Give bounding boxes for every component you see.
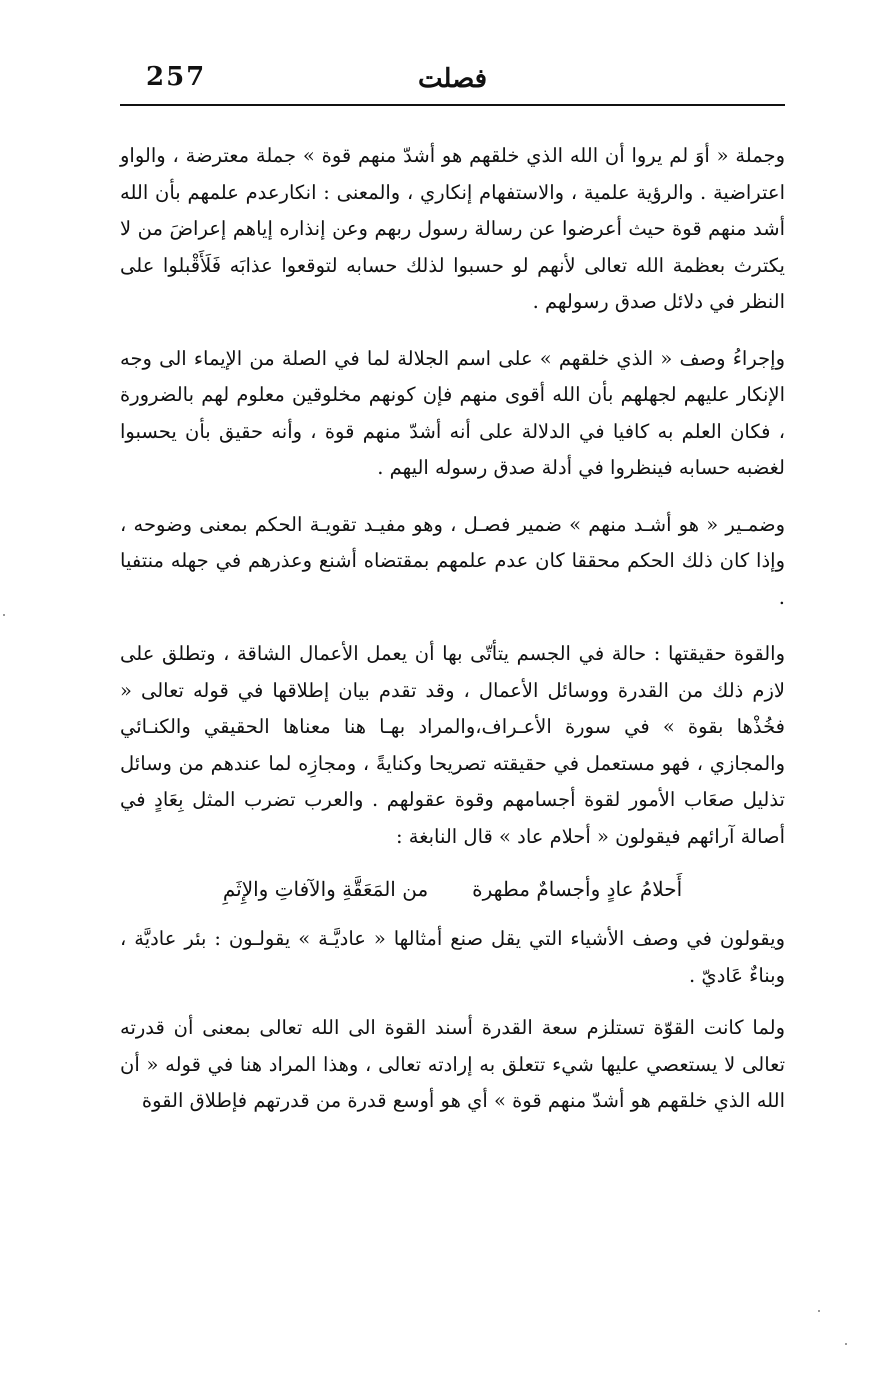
page-body — [120, 138, 785, 1120]
paragraph-strength-meaning: والقوة حقيقتها : حالة في الجسم يتأتّى بها أن يعمل الأعمال الشاقة ، وتطلق على لازم ذلك من القدرة ووسائل الأعمال ، وقد تقدم بيان إطلاقها في قوله تعالى « فخُذْها بقوة » في سورة الأعـراف،والمراد بهـا هنا معناها الحقيقي والكنـائي والمجازي ، فهو مستعمل في حقيقته تصريحا وكنايةً ، ومجازِه لما عندهم من وسائل تذليل صعَاب الأمور لقوة أجسامهم وقوة عقولهم . والعرب تضرب المثل بِعَادٍ في أصالة آرائهم فيقولون « أحلام عاد » قال النابغة : — [120, 642, 785, 848]
paragraph-separating-pronoun: وضمـير « هو أشـد منهم » ضمير فصـل ، وهو مفيـد تقويـة الحكم بمعنى وضوحه ، وإذا كان ذلك الحكم محققا كان عدم علمهم بمقتضاه أشنع وعذرهم في جهله منتفيا . — [120, 512, 785, 609]
scan-speck — [3, 614, 5, 616]
verse-first-hemistich: أَحلامُ عادٍ وأجسامٌ مطهرة — [472, 877, 683, 901]
scan-speck — [818, 1310, 820, 1312]
paragraph-parenthetical-clause: وجملة « أوَ لم يروا أن الله الذي خلقهم هو أشدّ منهم قوة » جملة معترضة ، والواو اعتراضية . والرؤية علمية ، والاستفهام إنكاري ، والمعنى : انكارعدم علمهم بأن الله أشد منهم قوة حيث أعرضوا عن رسالة رسول ربهم وعن إنذاره إياهم إعراضَ من لا يكترث بعظمة الله تعالى لأنهم لو حسبوا لذلك حسابه لتوقعوا عذابَه فَلَأَقْبلوا على النظر في دلائل صدق رسولهم . — [120, 144, 785, 313]
verse-second-hemistich: من المَعَقَّةِ والآفاتِ والإِثَمِ — [222, 877, 429, 901]
poetry-verse — [120, 869, 785, 909]
running-title: فصلت — [417, 64, 488, 94]
paragraph-description-who-created: وإجراءُ وصف « الذي خلقهم » على اسم الجلالة لما في الصلة من الإيماء الى وجه الإنكار عليهم لجهلهم بأن الله أقوى منهم فإن كونهم مخلوقين معلوم لهم بالضرورة ، فكان العلم به كافيا في الدلالة على أنه أشدّ منهم قوة ، وأنه حقيق بأن يحسبوا لغضبه حسابه فينظروا في أدلة صدق رسوله اليهم . — [120, 346, 785, 479]
page-header — [120, 62, 785, 106]
page-number: 257 — [146, 62, 207, 92]
paragraph-adiya-usage: ويقولون في وصف الأشياء التي يقل صنع أمثالها « عاديَّـة » يقولـون : بئر عاديَّة ، وبناءٌ عَاديّ . — [120, 927, 785, 987]
scan-speck — [845, 1343, 847, 1345]
paragraph-divine-power: ولما كانت القوّة تستلزم سعة القدرة أسند القوة الى الله تعالى بمعنى أن قدرته تعالى لا يستعصي عليها شيء تتعلق به إرادته تعالى ، وهذا المراد هنا في قوله « أن الله الذي خلقهم هو أشدّ منهم قوة » أي هو أوسع قدرة من قدرتهم فإطلاق القوة — [120, 1016, 785, 1112]
